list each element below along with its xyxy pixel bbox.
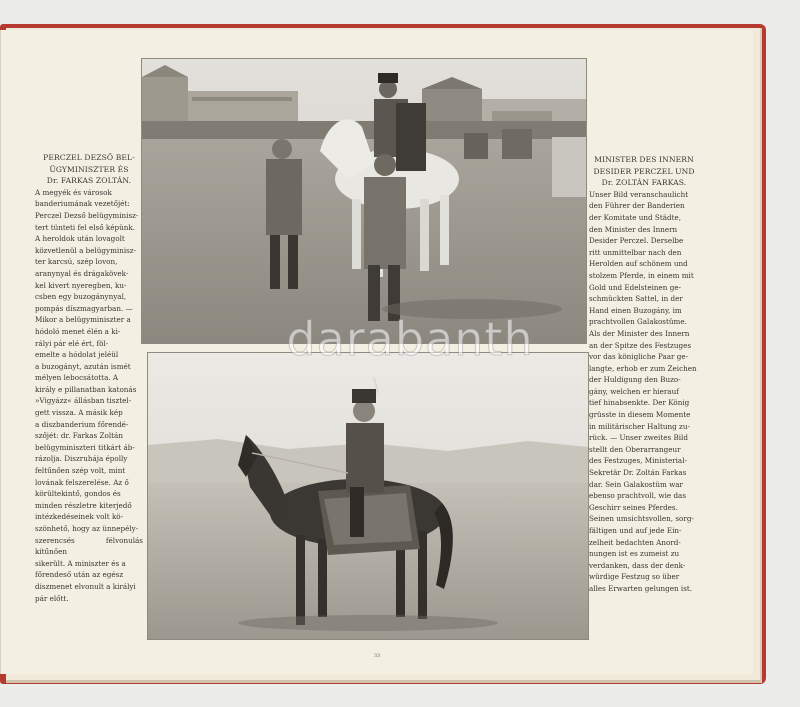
caption-line: der Huldigung den Buzo- — [589, 375, 681, 385]
caption-line: alles Erwarten gelungen ist. — [589, 583, 693, 593]
caption-heading-line: ÜGYMINISZTER ÉS — [49, 164, 129, 174]
german-caption — [589, 154, 699, 595]
caption-line: stellt den Oberarrangeur — [589, 444, 681, 454]
caption-body — [35, 187, 143, 604]
caption-line: gett vissza. A másik kép — [35, 408, 123, 418]
photo-rider-on-horse — [147, 352, 589, 640]
caption-line: emelte a hódolat jeléül — [35, 350, 119, 360]
caption-line: Mikor a belügyminiszter a — [35, 315, 131, 325]
caption-line: grüsste in diesem Momente — [589, 410, 691, 420]
watermark: darabanth — [286, 312, 534, 366]
caption-line: intézkedéseinek volt kö- — [35, 512, 124, 522]
caption-line: des Festzuges, Ministerial- — [589, 456, 687, 466]
caption-line: a diszbanderium főrendé- — [35, 419, 129, 429]
caption-line: Geschirr seines Pferdes. — [589, 502, 678, 512]
caption-line: hódoló menet élén a ki- — [35, 326, 121, 336]
caption-line: Herolden auf schönem und — [589, 259, 688, 269]
caption-line: közvetlenül a belügyminisz- — [35, 245, 137, 255]
page-number: 33 — [373, 653, 381, 659]
caption-line: verdanken, dass der denk- — [589, 560, 686, 570]
caption-line: tief hinabsenkte. Der König — [589, 398, 690, 408]
album-page — [0, 30, 753, 674]
caption-line: Sekretär Dr. Zoltán Farkas — [589, 468, 687, 478]
caption-line: A heroldok után lovagolt — [35, 234, 125, 244]
caption-line: den Minister des Innern — [589, 224, 678, 234]
caption-line: csben egy buzogánynyal, — [35, 292, 127, 302]
caption-line: sikerült. A miniszter és a — [35, 558, 126, 568]
caption-line: ter karcsú, szép lovon, — [35, 257, 118, 267]
caption-heading-line: Dr. ZOLTÁN FARKAS. — [601, 178, 687, 188]
caption-line: an der Spitze des Festzuges — [589, 340, 692, 350]
caption-line: in militärischer Haltung zu- — [589, 421, 690, 431]
caption-line: lovának felszerelése. Az ő — [35, 477, 129, 487]
caption-line: Hand einen Buzogány, im — [589, 305, 682, 315]
caption-line: rályi pár elé ért, föl- — [35, 338, 109, 348]
caption-line: zelheit bedachten Anord- — [589, 537, 681, 547]
caption-line: feltűnően szép volt, mint — [35, 466, 126, 476]
caption-line: főrendeső után az egész — [35, 570, 124, 580]
caption-line: fältigen und auf jede Ein- — [589, 526, 682, 535]
caption-line: rázolja. Diszruhája épolly — [35, 454, 128, 464]
caption-line: pár előtt. — [35, 593, 69, 603]
caption-heading-line: PERCZEL DEZSŐ BEL- — [43, 153, 135, 162]
caption-line: tert tünteti fel első képünk. — [35, 222, 135, 232]
caption-line: gány, welchen er hierauf — [589, 386, 679, 396]
caption-line: würdige Festzug so über — [589, 572, 680, 582]
caption-heading-line: Dr. FARKAS ZOLTÁN. — [46, 176, 132, 186]
caption-line: szőjét: dr. Farkas Zoltán — [35, 431, 123, 441]
caption-heading-line: DESIDER PERCZEL UND — [593, 166, 695, 176]
caption-line: dar. Sein Galakostüm war — [589, 479, 683, 489]
ceremony-photo-illustration — [142, 59, 586, 343]
caption-line: ritt unmittelbar nach den — [589, 247, 682, 257]
caption-body — [589, 189, 699, 595]
caption-line: mélyen lebocsátotta. A — [35, 373, 119, 383]
caption-line: Perczel Dezső belügyminisz- — [35, 210, 139, 220]
rider-illustration — [148, 353, 588, 639]
caption-line: szönhető, hogy az ünnepély- — [35, 524, 139, 533]
caption-line: ebenso prachtvoll, wie das — [589, 491, 687, 501]
caption-line: banderiumának vezetőjét: — [35, 199, 130, 209]
caption-line: prachtvollen Galakostüme. — [589, 317, 687, 327]
caption-line: diszmenet elvonult a királyi — [35, 581, 136, 591]
caption-line: rück. — Unser zweites Bild — [589, 433, 688, 443]
caption-line: nungen ist es zumeist zu — [589, 549, 680, 559]
hungarian-caption — [35, 152, 143, 604]
caption-line: Desider Perczel. Derselbe — [589, 236, 684, 246]
caption-line: stolzem Pferde, in einem mit — [589, 270, 694, 280]
caption-line: körültekintő, gondos és — [35, 489, 121, 499]
caption-line: schmückten Sattel, in der — [589, 294, 683, 304]
caption-heading-line: MINISTER DES INNERN — [594, 155, 694, 164]
caption-line: vor das königliche Paar ge- — [589, 352, 689, 362]
caption-line: pompás díszmagyarban. — — [35, 303, 133, 313]
caption-line: den Führer der Banderien — [589, 201, 685, 211]
caption-line: langte, erhob er zum Zeichen — [589, 363, 697, 373]
photo-ceremony-heralds — [141, 58, 587, 344]
caption-line: a buzogányt, azután ismét — [35, 361, 131, 371]
caption-line: Gold und Edelsteinen ge- — [589, 282, 682, 292]
caption-line: Seinen umsichtsvollen, sorg- — [589, 514, 694, 524]
caption-line: der Komitate und Städte, — [589, 212, 682, 222]
caption-line: aranynyal és drágakövek- — [35, 268, 129, 278]
caption-line: A megyék és városok — [35, 187, 112, 197]
caption-line: király e pillanatban katonás — [35, 384, 137, 394]
caption-line: szerencsés félvonulás kitűnően — [35, 535, 143, 557]
caption-line: Als der Minister des Innern — [589, 328, 690, 338]
caption-line: minden részletre kiterjedő — [35, 500, 132, 510]
caption-line: »Vigyázz« állásban tisztel- — [35, 396, 132, 406]
caption-line: belügyminiszteri titkárt áb- — [35, 442, 135, 452]
caption-line: kel kivert nyeregben, ku- — [35, 280, 127, 290]
caption-line: Unser Bild veranschaulicht — [589, 189, 689, 199]
